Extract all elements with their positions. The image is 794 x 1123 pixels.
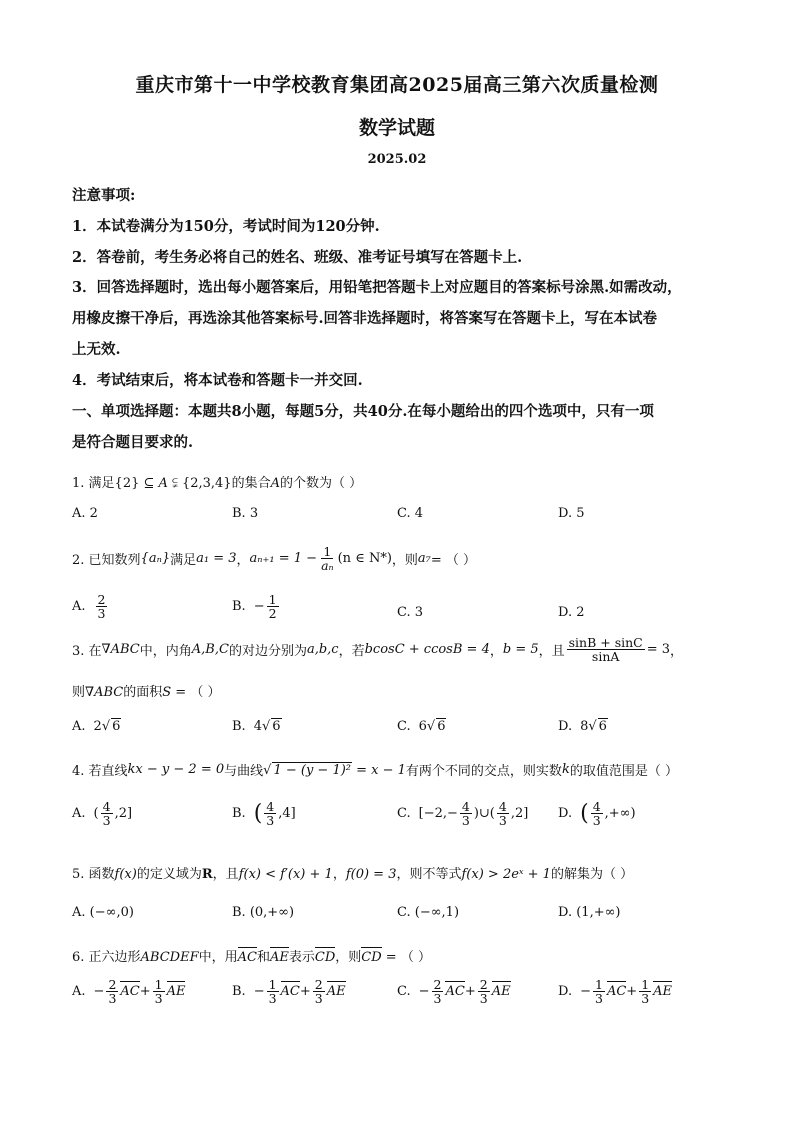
q4-b-close: ,4] (278, 806, 296, 822)
q3-d-label: D. (558, 718, 573, 734)
q3-line2-tail: = （ ） (171, 685, 221, 700)
q6-d-d2: 3 (641, 991, 650, 1007)
q2-rec-den: aₙ (321, 558, 334, 574)
q5-tail: 的解集为（ ） (550, 867, 634, 882)
q3-triangle: ∇ABC (101, 642, 140, 658)
question-6 (72, 946, 752, 965)
q6-b-plus: + (299, 984, 311, 1000)
q4-c-frac1 (460, 800, 472, 827)
q6-a-v2: AE (166, 984, 186, 1000)
q4-b-open: ( (253, 801, 263, 827)
notice-item-3: 3．回答选择题时，选出每小题答案后，用铅笔把答题卡上对应题目的答案标号涂黑.如需改动， (72, 279, 682, 296)
q6-and: 和 (256, 950, 270, 965)
question-4 (72, 760, 752, 779)
q1-subset: ⊆ (139, 476, 159, 491)
q6-b-v2: AE (326, 984, 346, 1000)
q2-option-c[interactable]: C. 3 (397, 605, 424, 620)
q2-tail: = （ ） (430, 553, 477, 569)
q6-option-a[interactable] (72, 978, 185, 1005)
notice-item-2: 2．答卷前，考生务必将自己的姓名、班级、准考证号填写在答题卡上. (72, 249, 523, 266)
q2-b-sign: − (253, 599, 265, 615)
q6-a-label: A. (72, 984, 86, 1000)
q5-option-d[interactable]: D. (1,+∞) (558, 905, 621, 920)
q5-mid3: ，则不等式 (396, 867, 462, 882)
q3-d-coef: 8 (580, 718, 589, 734)
notice-item-1: 1．本试卷满分为150分，考试时间为120分钟. (72, 218, 380, 235)
q4-d-frac (591, 800, 603, 827)
q2-condition: (n ∈ N*) (337, 551, 392, 567)
q5-option-a[interactable]: A. (−∞,0) (72, 905, 134, 920)
question-1 (72, 472, 752, 491)
q6-a-n1: 2 (108, 977, 117, 992)
q3-sep: ， (489, 644, 503, 660)
q4-k: k (561, 762, 570, 777)
q3-end: ， (670, 644, 684, 660)
exam-date: 2025.02 (367, 152, 427, 167)
q3-sine-fraction (567, 636, 645, 663)
q3-frac-num: sinB + sinC (568, 635, 643, 650)
q6-b-d1: 3 (268, 991, 277, 1007)
q6-c-sign: − (418, 984, 430, 1000)
q2-b-num: 1 (268, 592, 277, 607)
q4-c-n2: 4 (498, 799, 507, 814)
q5-options (72, 905, 752, 945)
q5-fx: f(x) (114, 867, 137, 882)
q2-option-b[interactable] (232, 593, 281, 620)
q4-option-d[interactable] (558, 800, 636, 827)
q1-tail: 的个数为（ ） (279, 476, 363, 491)
q4-mid1: 与曲线 (224, 764, 264, 779)
q6-c-d2: 3 (479, 991, 488, 1007)
q3-area-symbol: S (162, 685, 172, 700)
section-heading: 一、单项选择题：本题共8小题，每题5分，共40分.在每小题给出的四个选项中，只有一项 (72, 403, 654, 420)
q6-prefix: 6. 正六边形 (72, 950, 141, 965)
q4-mid2: 有两个不同的交点，则实数 (405, 764, 562, 779)
q4-c-label: C. (397, 806, 411, 822)
q2-option-b-fraction (267, 593, 279, 620)
q5-option-b[interactable]: B. (0,+∞) (232, 905, 295, 920)
q4-b-label: B. (232, 806, 246, 822)
q6-c-label: C. (397, 984, 411, 1000)
q3-condition-2: b = 5 (502, 642, 539, 658)
q2-a-num: 2 (97, 592, 106, 607)
q4-a-den: 3 (102, 813, 111, 829)
q2-recurrence-left: aₙ₊₁ = 1 − (249, 551, 318, 567)
q2-recurrence-fraction (319, 545, 336, 572)
q4-options (72, 800, 752, 840)
q4-c-part2: )∪( (473, 806, 495, 822)
q6-tail: ，则 (335, 950, 362, 965)
q5-option-c[interactable]: C. (−∞,1) (397, 905, 460, 920)
q6-b-label: B. (232, 984, 246, 1000)
q4-line-equation: kx − y − 2 = 0 (127, 762, 225, 777)
q6-hexagon: ABCDEF (140, 950, 199, 965)
q6-a-sign: − (93, 984, 105, 1000)
q4-curve-rest: = x − 1 (352, 762, 406, 778)
q4-d-open: ( (580, 801, 589, 827)
q6-b-n2: 2 (314, 977, 323, 992)
q1-psubset: ⫋ (167, 476, 182, 491)
q4-option-b[interactable] (232, 800, 296, 827)
q6-a-frac1 (106, 978, 118, 1005)
q6-d-n2: 1 (641, 977, 650, 992)
q6-mid1: 中，用 (198, 950, 238, 965)
q3-prefix: 3. 在 (72, 644, 102, 660)
q3-options (72, 718, 752, 758)
q3-option-c[interactable]: C. 6 √ 6 (397, 718, 446, 734)
q3-mid3: ，若 (338, 644, 365, 660)
q3-mid1: 中，内角 (139, 644, 192, 660)
q4-c-part1: [−2,− (418, 806, 458, 822)
q3-angles: A,B,C (191, 642, 229, 658)
q2-b-den: 2 (268, 606, 277, 622)
q6-a-frac2 (153, 978, 165, 1005)
q2-ask: ，则 (391, 553, 418, 569)
q3-option-d[interactable]: D. 8 √ 6 (558, 718, 607, 734)
notice-item-3-cont: 用橡皮擦干净后，再选涂其他答案标号.回答非选择题时，将答案写在答题卡上，写在本试卷 (72, 310, 658, 327)
question-2 (72, 545, 752, 572)
q2-option-a-fraction (96, 593, 108, 620)
q4-c-part3: ,2] (510, 806, 529, 822)
q3-b-label: B. (232, 718, 246, 734)
q6-d-label: D. (558, 984, 573, 1000)
q6-d-sign: − (580, 984, 591, 1000)
q6-a-d1: 3 (108, 991, 117, 1007)
q1-option-b[interactable]: B. 3 (232, 506, 259, 521)
exam-subtitle: 数学试题 (358, 117, 435, 139)
q6-a-d2: 3 (154, 991, 163, 1007)
q6-c-n2: 2 (479, 977, 488, 992)
q6-d-frac1 (593, 978, 605, 1005)
notice-heading: 注意事项: (72, 187, 136, 204)
q4-a-close: ,2] (114, 806, 133, 822)
q4-curve: √ 1 − (y − 1)² = x − 1 (263, 762, 406, 778)
q3-a-coef: 2 (93, 718, 102, 734)
q6-d-n1: 1 (595, 977, 603, 992)
q2-initial: a₁ = 3 (196, 551, 237, 567)
q3-a-rad: 6 (112, 719, 121, 734)
q4-c-n1: 4 (461, 799, 470, 814)
q4-tail: 的取值范围是（ ） (569, 764, 678, 779)
q6-b-d2: 3 (314, 991, 323, 1007)
q3-sides: a,b,c (306, 642, 339, 658)
q6-d-frac2 (639, 978, 651, 1005)
q3-line2-prefix: 则 (72, 685, 86, 700)
q4-curve-radicand: 1 − (y − 1)² (273, 762, 351, 778)
q6-c-v2: AE (491, 984, 511, 1000)
q5-initial: f(0) = 3 (345, 867, 397, 882)
q6-c-frac1 (432, 978, 444, 1005)
q1-prefix: 1. 满足 (72, 476, 115, 491)
q3-mid4: ，且 (538, 644, 565, 660)
q3-frac-den: sinA (591, 649, 620, 665)
q3-c-rad: 6 (437, 719, 446, 734)
q3-mid2: 的对边分别为 (228, 644, 307, 660)
q3-option-a[interactable]: A. 2 √ 6 (72, 718, 121, 734)
q1-set1: {2} (114, 476, 140, 491)
q2-sequence: {aₙ} (140, 551, 171, 567)
q6-c-frac2 (478, 978, 490, 1005)
q4-d-close: ,+∞) (604, 806, 636, 822)
q4-a-open: ( (93, 806, 99, 822)
question-3-line2 (72, 681, 752, 700)
q5-target-inequality: f(x) > 2eˣ + 1 (461, 867, 551, 882)
q2-mid: 满足 (170, 553, 197, 569)
q6-vector-ac: AC (237, 950, 257, 965)
q4-b-num: 4 (266, 799, 275, 814)
q3-c-coef: 6 (418, 718, 427, 734)
notice-item-3-end: 上无效. (72, 341, 121, 358)
q5-mid1: 的定义域为 (136, 867, 202, 882)
q5-reals: R (201, 867, 213, 882)
q6-a-n2: 1 (154, 977, 163, 992)
q6-d-plus: + (626, 984, 638, 1000)
q5-prefix: 5. 函数 (72, 867, 115, 882)
q4-d-den: 3 (592, 813, 601, 829)
q2-a7: a₇ (417, 551, 431, 567)
q4-option-c[interactable] (397, 800, 528, 827)
q3-b-rad: 6 (272, 719, 281, 734)
q6-b-v1: AC (280, 984, 300, 1000)
q6-option-c[interactable] (397, 978, 511, 1005)
q6-c-plus: + (464, 984, 476, 1000)
q6-a-plus: + (139, 984, 151, 1000)
q5-mid2: ，且 (212, 867, 239, 882)
q4-a-frac (101, 800, 113, 827)
q2-sep: ， (236, 553, 250, 569)
q6-c-v1: AC (445, 984, 465, 1000)
q6-c-n1: 2 (433, 977, 442, 992)
q3-a-label: A. (72, 718, 86, 734)
q3-triangle-2: ∇ABC (85, 685, 124, 700)
q6-vector-ae: AE (269, 950, 289, 965)
q6-c-d1: 3 (433, 991, 442, 1007)
q4-prefix: 4. 若直线 (72, 764, 128, 779)
q1-option-c[interactable]: C. 4 (397, 506, 424, 521)
q1-set2: {2,3,4} (181, 476, 232, 491)
q2-a-den: 3 (97, 606, 106, 622)
exam-title: 重庆市第十一中学校教育集团高2025届高三第六次质量检测 (135, 74, 659, 96)
q1-set-A2: A (270, 476, 280, 491)
question-5 (72, 863, 752, 882)
q4-c-frac2 (497, 800, 509, 827)
q4-a-label: A. (72, 806, 86, 822)
q6-options (72, 978, 752, 1018)
q6-vector-cd-2: CD (361, 950, 382, 965)
q6-b-sign: − (253, 984, 265, 1000)
q4-b-frac (264, 800, 276, 827)
q6-end: = （ ） (381, 950, 431, 965)
q1-option-a[interactable]: A. 2 (72, 506, 98, 521)
q3-condition-1: bcosC + ccosB = 4 (364, 642, 490, 658)
q2-options (72, 593, 752, 633)
q4-d-num: 4 (592, 799, 601, 814)
q6-vector-cd: CD (314, 950, 336, 965)
q1-options (72, 506, 752, 546)
q3-b-coef: 4 (253, 718, 262, 734)
q1-option-d[interactable]: D. 5 (558, 506, 585, 521)
q4-c-d2: 3 (498, 813, 507, 829)
q6-mid2: 表示 (288, 950, 315, 965)
q3-d-rad: 6 (598, 719, 607, 734)
q3-c-label: C. (397, 718, 411, 734)
q4-a-num: 4 (102, 799, 111, 814)
q3-eq: = 3 (646, 642, 671, 658)
q6-b-n1: 1 (268, 977, 277, 992)
q4-option-a[interactable] (72, 800, 132, 827)
q5-inequality: f(x) < f′(x) + 1 (238, 867, 333, 882)
q2-rec-num: 1 (323, 544, 332, 559)
q6-d-v2: AE (653, 984, 673, 1000)
section-heading-cont: 是符合题目要求的. (72, 434, 194, 451)
q1-suffix: 的集合 (231, 476, 271, 491)
q1-set-A: A (158, 476, 168, 491)
q4-d-label: D. (558, 806, 573, 822)
question-3 (72, 636, 752, 663)
q6-b-frac1 (267, 978, 279, 1005)
q2-option-a-label: A. (72, 599, 86, 615)
q6-b-frac2 (313, 978, 325, 1005)
q6-a-v1: AC (120, 984, 140, 1000)
q2-prefix: 2. 已知数列 (72, 553, 141, 569)
q2-option-b-label: B. (232, 599, 246, 615)
notice-item-4: 4．考试结束后，将本试卷和答题卡一并交回. (72, 372, 363, 389)
q2-option-a[interactable] (72, 593, 109, 620)
q6-d-v1: AC (606, 984, 627, 1000)
q3-option-b[interactable]: B. 4 √ 6 (232, 718, 281, 734)
q6-d-d1: 3 (595, 991, 603, 1007)
q2-option-d[interactable]: D. 2 (558, 605, 585, 620)
q5-sep: ， (332, 867, 346, 882)
q6-option-d[interactable] (558, 978, 672, 1005)
q6-option-b[interactable] (232, 978, 346, 1005)
q4-c-d1: 3 (461, 813, 470, 829)
q4-b-den: 3 (266, 813, 275, 829)
q3-line2-mid: 的面积 (123, 685, 163, 700)
